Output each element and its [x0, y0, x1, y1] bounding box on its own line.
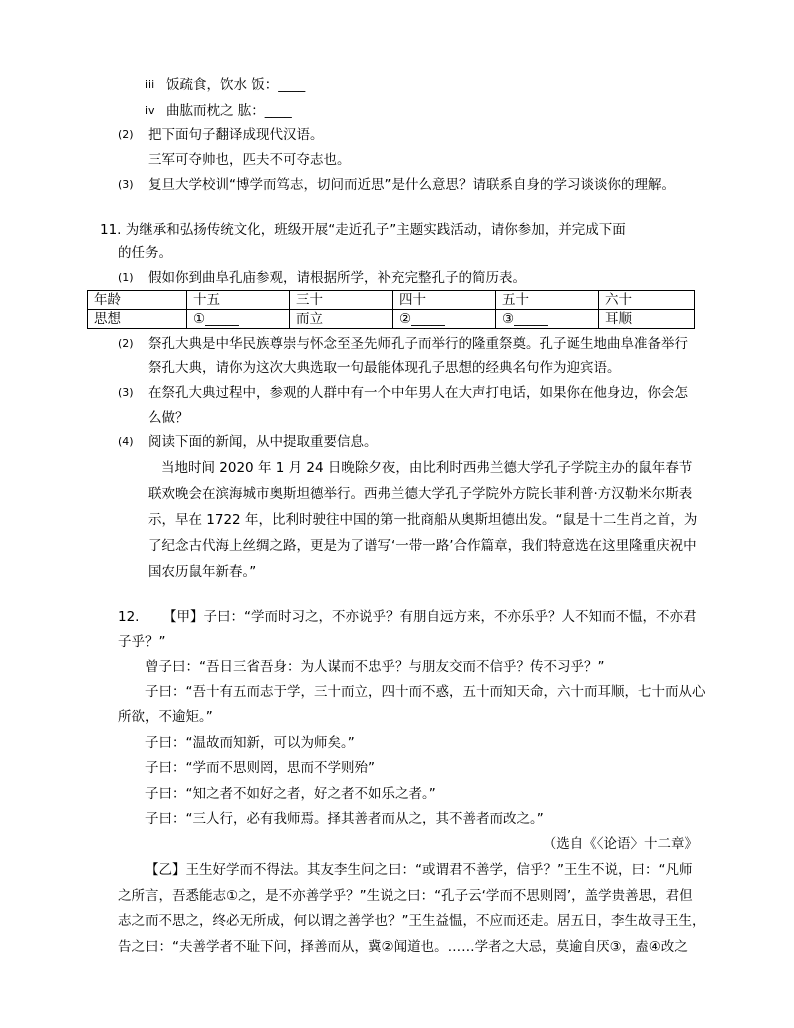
- table-cell: 四十: [393, 291, 496, 310]
- news-line: 示，早在 1722 年，比利时驶往中国的第一批商船从奥斯坦德出发。“鼠是十二生肖之首，为: [148, 512, 698, 528]
- news-line: 联欢晚会在滨海城市奥斯坦德举行。西弗兰德大学孔子学院外方院长菲利普·方汉勒米尔斯表: [148, 486, 693, 502]
- q11-sub2-line1: 祭孔大典是中华民族尊崇与怀念至圣先师孔子而举行的隆重祭奠。孔子诞生地曲阜准备举行: [148, 336, 688, 352]
- news-line: 当地时间 2020 年 1 月 24 日晚除夕夜，由比利时西弗兰德大学孔子学院主办的鼠年春节: [161, 460, 693, 476]
- table-cell: 而立: [290, 310, 393, 329]
- analects-line: 子曰：“三人行，必有我师焉。择其善者而从之，其不善者而改之。”: [145, 811, 544, 827]
- item-iii-number: iii: [145, 78, 155, 91]
- q11-sub1-number: (1): [118, 271, 134, 284]
- table-cell: 十五: [187, 291, 290, 310]
- table-cell: ①_____: [187, 310, 290, 329]
- q11-stem-line1: 11. 为继承和弘扬传统文化，班级开展“走近孔子”主题实践活动，请你参加，并完成下面: [100, 222, 626, 238]
- q11-sub3-line2: 么做？: [148, 410, 189, 426]
- table-cell: 耳顺: [599, 310, 695, 329]
- news-line: 了纪念古代海上丝绸之路，更是为了谱写‘一带一路’合作篇章，我们特意选在这里隆重庆祝中: [148, 538, 697, 554]
- q11-sub3-number: (3): [118, 386, 134, 399]
- q11-sub1-text: 假如你到曲阜孔庙参观，请根据所学，补充完整孔子的简历表。: [148, 270, 526, 286]
- q11-sub3-line1: 在祭孔大典过程中，参观的人群中有一个中年男人在大声打电话，如果你在他身边，你会怎: [148, 385, 688, 401]
- table-cell: 年龄: [88, 291, 187, 310]
- q11-sub2-line2: 祭孔大典，请你为这次大典选取一句最能体现孔子思想的经典名句作为迎宾语。: [148, 360, 621, 376]
- q11-sub4-number: (4): [118, 435, 134, 448]
- q11-sub2-number: (2): [118, 337, 134, 350]
- yi-passage-line: 告之曰：“夫善学者不耻下问，择善而从，冀②闻道也。……学者之大忌，莫逾自厌③，盍④改之: [118, 939, 688, 955]
- analects-line: 曾子曰：“吾日三省吾身：为人谋而不忠乎？与朋友交而不信乎？传不习乎？”: [145, 659, 605, 675]
- q10-sub2-text: 把下面句子翻译成现代汉语。: [148, 127, 324, 143]
- item-iv-text: 曲肱而枕之 肱：____: [166, 103, 292, 119]
- item-iii-text: 饭疏食，饮水 饭：____: [166, 77, 306, 93]
- item-iv-number: iv: [145, 104, 155, 117]
- table-row-age: [88, 291, 695, 310]
- table-cell: ②_____: [393, 310, 496, 329]
- q11-stem-line2: 的任务。: [118, 245, 172, 261]
- q10-sub3-number: (3): [118, 178, 134, 191]
- table-cell: 五十: [496, 291, 599, 310]
- q10-sub2-number: (2): [118, 128, 134, 141]
- q12-jia-line1: 【甲】子曰：“学而时习之，不亦说乎？有朋自远方来，不亦乐乎？人不知而不愠，不亦君: [163, 609, 697, 625]
- confucius-resume-table: [87, 290, 695, 329]
- yi-passage-line: 志之而不思之，终必无所成，何以谓之善学也？”王生益愠，不应而还走。居五日，李生故寻王生，: [118, 913, 706, 929]
- q12-jia-line2: 子乎？”: [118, 634, 166, 650]
- q12-number: 12.: [118, 609, 140, 625]
- table-cell: 三十: [290, 291, 393, 310]
- source-citation: （选自《〈论语〉十二章》: [542, 836, 698, 852]
- analects-line: 子曰：“温故而知新，可以为师矣。”: [145, 735, 355, 751]
- q10-sub3-text: 复旦大学校训“博学而笃志，切问而近思”是什么意思？请联系自身的学习谈谈你的理解。: [148, 177, 675, 193]
- q11-sub4-text: 阅读下面的新闻，从中提取重要信息。: [148, 434, 378, 450]
- yi-passage-line: 之所言，吾悉能志①之，是不亦善学乎？”生说之曰：“孔子云‘学而不思则罔’，盖学贵善思，君但: [118, 888, 693, 904]
- analects-line: 子曰：“吾十有五而志于学，三十而立，四十而不惑，五十而知天命，六十而耳顺，七十而从心: [145, 684, 706, 700]
- analects-line: 子曰：“学而不思则罔，思而不学则殆”: [145, 760, 375, 776]
- analects-line: 所欲，不逾矩。”: [118, 709, 213, 725]
- table-cell: ③_____: [496, 310, 599, 329]
- yi-passage-line: 【乙】王生好学而不得法。其友李生问之曰：“或谓君不善学，信乎？”王生不说，曰：“凡师: [145, 862, 693, 878]
- q10-sub2-sentence: 三军可夺帅也，匹夫不可夺志也。: [148, 152, 351, 168]
- table-cell: 六十: [599, 291, 695, 310]
- news-line: 国农历鼠年新春。”: [148, 564, 257, 580]
- table-row-thought: [88, 310, 695, 329]
- table-cell: 思想: [88, 310, 187, 329]
- analects-line: 子曰：“知之者不如好之者，好之者不如乐之者。”: [145, 786, 436, 802]
